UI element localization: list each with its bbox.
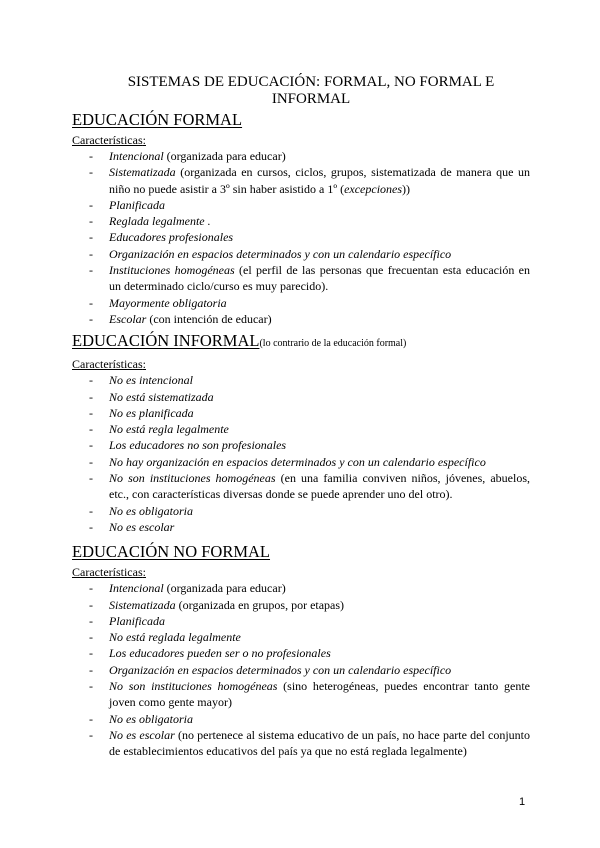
bullet-dash: - <box>89 662 93 677</box>
section-subheading <box>72 133 530 148</box>
list-item <box>72 580 530 596</box>
list-item <box>72 613 530 629</box>
section-heading <box>72 110 530 129</box>
bullet-dash: - <box>89 295 93 310</box>
list-item <box>72 246 530 262</box>
list-item-text <box>109 678 530 711</box>
list-item-text <box>109 229 530 245</box>
item-lead: Instituciones homogéneas <box>109 263 235 278</box>
item-lead: Mayormente obligatoria <box>109 295 227 310</box>
list-item-text <box>109 164 530 197</box>
list-item-text <box>109 197 530 213</box>
list-item <box>72 372 530 388</box>
item-lead: No es escolar <box>109 519 175 534</box>
list-item-text <box>109 389 530 405</box>
bullet-dash: - <box>89 711 93 726</box>
list-item <box>72 645 530 661</box>
bullet-dash: - <box>89 389 93 404</box>
bullet-dash: - <box>89 613 93 628</box>
list-item-text <box>109 519 530 535</box>
list-item <box>72 164 530 197</box>
bullet-dash: - <box>89 246 93 261</box>
bullet-dash: - <box>89 597 93 612</box>
list-item-text <box>109 613 530 629</box>
bullet-dash: - <box>89 197 93 212</box>
section-heading-note: (lo contrario de la educación formal) <box>259 338 407 350</box>
list-item-text <box>109 246 530 262</box>
bullet-dash: - <box>89 438 93 453</box>
item-lead: Educadores profesionales <box>109 230 234 245</box>
item-detail-emphasis: excepciones <box>344 181 403 196</box>
bullet-dash: - <box>89 214 93 229</box>
list-item-text <box>109 372 530 388</box>
list-item <box>72 629 530 645</box>
bullet-dash: - <box>89 405 93 420</box>
item-lead: No es obligatoria <box>109 711 194 726</box>
item-lead: No son instituciones homogéneas <box>109 679 278 694</box>
list-item-text <box>109 597 530 613</box>
list-item-text <box>109 662 530 678</box>
item-detail: (sino heterogéneas, puedes encontrar tanto gente joven como gente mayor) <box>109 679 530 710</box>
list-item <box>72 405 530 421</box>
bullet-dash: - <box>89 519 93 534</box>
list-item <box>72 295 530 311</box>
list-item <box>72 662 530 678</box>
list-item <box>72 711 530 727</box>
item-detail: (en una familia conviven niños, jóvenes, abuelos, etc., con características diversas donde se puede aprender uno del otro). <box>109 471 530 502</box>
bullet-dash: - <box>89 503 93 518</box>
item-lead: No está reglada legalmente <box>109 630 241 645</box>
characteristics-list <box>72 148 530 327</box>
list-item <box>72 503 530 519</box>
item-lead: No es escolar <box>109 727 175 742</box>
sections-container <box>72 110 530 760</box>
page-number: 1 <box>519 796 526 808</box>
bullet-dash: - <box>89 646 93 661</box>
bullet-dash: - <box>89 454 93 469</box>
item-lead: No son instituciones homogéneas <box>109 471 276 486</box>
item-lead: Los educadores no son profesionales <box>109 438 287 453</box>
list-item-text <box>109 421 530 437</box>
subheading-suffix: : <box>142 565 146 580</box>
item-detail: (el perfil de las personas que frecuentan esta educación en un determinado ciclo/curso es muy parecido). <box>109 263 531 294</box>
item-lead: Escolar <box>109 311 147 326</box>
list-item-text <box>109 295 530 311</box>
list-item <box>72 470 530 503</box>
list-item <box>72 229 530 245</box>
item-lead: Reglada legalmente . <box>109 214 211 229</box>
document-content <box>72 74 530 760</box>
list-item-text <box>109 645 530 661</box>
subheading-text: Características <box>72 133 143 147</box>
item-lead: Sistematizada <box>109 597 176 612</box>
item-lead: Intencional <box>109 149 164 163</box>
section-heading-text: EDUCACIÓN NO FORMAL <box>72 542 271 562</box>
item-lead: No es obligatoria <box>109 503 194 518</box>
list-item <box>72 437 530 453</box>
bullet-dash: - <box>89 727 93 742</box>
item-lead: No hay organización en espacios determinados y con un calendario específico <box>109 454 486 469</box>
bullet-dash: - <box>89 422 93 437</box>
item-detail: (organizada en grupos, por etapas) <box>175 597 345 612</box>
item-lead: No es planificada <box>109 405 194 420</box>
item-lead: No está regla legalmente <box>109 422 229 437</box>
subheading-text: Características <box>72 565 143 580</box>
bullet-dash: - <box>89 311 93 326</box>
subheading-suffix: : <box>142 133 146 147</box>
section-heading-text: EDUCACIÓN INFORMAL <box>72 331 260 351</box>
item-detail: (organizada para educar) <box>163 149 286 163</box>
item-lead: Sistematizada <box>109 165 176 180</box>
list-item <box>72 213 530 229</box>
subheading-text: Características <box>72 357 143 372</box>
item-lead: No está sistematizada <box>109 389 214 404</box>
list-item <box>72 148 530 164</box>
item-lead: Planificada <box>109 197 165 212</box>
bullet-dash: - <box>89 373 93 388</box>
document-title: SISTEMAS DE EDUCACIÓN: FORMAL, NO FORMAL E INFORMAL <box>127 74 495 107</box>
list-item-text <box>109 727 530 760</box>
list-item-text <box>109 405 530 421</box>
list-item-text <box>109 580 530 596</box>
item-detail-tail: )) <box>402 181 411 196</box>
section-heading <box>72 331 530 353</box>
list-item-text <box>109 213 530 229</box>
item-lead: Intencional <box>109 581 164 596</box>
list-item-text <box>109 711 530 727</box>
characteristics-list <box>72 372 530 535</box>
list-item-text <box>109 454 530 470</box>
list-item-text <box>109 629 530 645</box>
item-detail: (con intención de educar) <box>146 311 272 326</box>
list-item <box>72 421 530 437</box>
list-item <box>72 389 530 405</box>
bullet-dash: - <box>89 471 93 486</box>
section-heading-text: EDUCACIÓN FORMAL <box>72 110 243 129</box>
list-item-text <box>109 148 530 164</box>
list-item-text <box>109 503 530 519</box>
list-item <box>72 678 530 711</box>
list-item <box>72 519 530 535</box>
section-subheading <box>72 565 530 580</box>
characteristics-list <box>72 580 530 759</box>
bullet-dash: - <box>89 630 93 645</box>
list-item-text <box>109 262 530 295</box>
bullet-dash: - <box>89 149 93 163</box>
list-item-text <box>109 470 530 503</box>
bullet-dash: - <box>89 679 93 694</box>
bullet-dash: - <box>89 230 93 245</box>
list-item-text <box>109 437 530 453</box>
item-detail: (organizada para educar) <box>163 581 286 596</box>
list-item <box>72 311 530 327</box>
bullet-dash: - <box>89 581 93 596</box>
item-lead: Organización en espacios determinados y con un calendario específico <box>109 662 452 677</box>
section-subheading <box>72 357 530 372</box>
bullet-dash: - <box>89 263 93 278</box>
list-item <box>72 727 530 760</box>
list-item-text <box>109 311 530 327</box>
item-lead: Organización en espacios determinados y con un calendario específico <box>109 246 452 261</box>
bullet-dash: - <box>89 165 93 180</box>
list-item <box>72 454 530 470</box>
list-item <box>72 262 530 295</box>
item-detail: (organizada en cursos, ciclos, grupos, sistematizada de manera que un niño no puede asistir a 3º sin haber asistido a 1º ( <box>109 165 530 196</box>
item-lead: Planificada <box>109 613 165 628</box>
list-item <box>72 197 530 213</box>
subheading-suffix: : <box>142 357 146 372</box>
item-detail: (no pertenece al sistema educativo de un país, no hace parte del conjunto de establecimientos educativos del país ya que no está reglada legalmente) <box>109 727 531 759</box>
list-item <box>72 597 530 613</box>
section-heading <box>72 542 530 561</box>
item-lead: No es intencional <box>109 373 193 388</box>
item-lead: Los educadores pueden ser o no profesionales <box>109 646 331 661</box>
